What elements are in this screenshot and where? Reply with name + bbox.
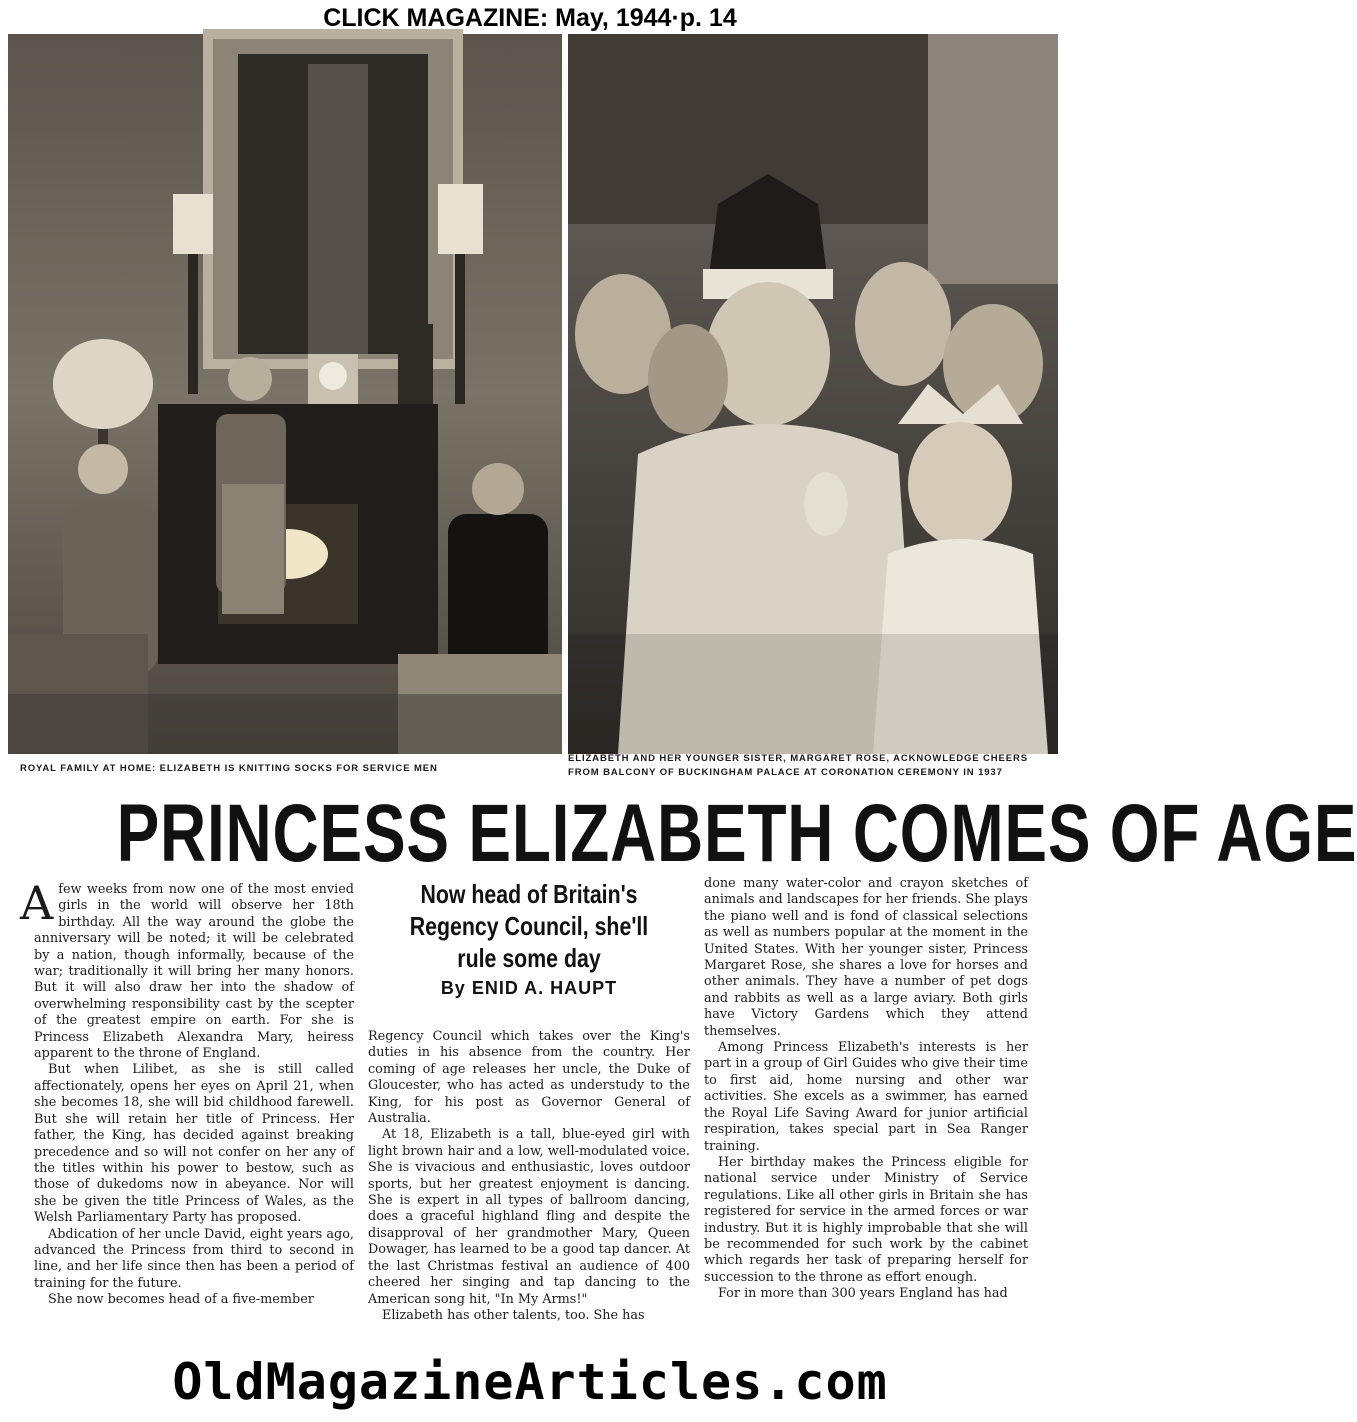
- photo-caption-right-line1: ELIZABETH AND HER YOUNGER SISTER, MARGARET ROSE, ACKNOWLEDGE CHEERS: [568, 753, 1029, 764]
- photo-caption-left: ROYAL FAMILY AT HOME: ELIZABETH IS KNITTING SOCKS FOR SERVICE MEN: [20, 763, 438, 774]
- paragraph: Her birthday makes the Princess eligible for national service under Ministry of Service regulations. Like all other girls in Britain she has registered for service in the armed forces or war industry. But it is highly improbable that she will be recommended for such work by the cabinet which regards her task of preparing herself for succession to the throne as effort enough.: [704, 1154, 1028, 1285]
- article-column-2: [368, 1029, 690, 1342]
- photo-caption-right-line2: FROM BALCONY OF BUCKINGHAM PALACE AT CORONATION CEREMONY IN 1937: [568, 767, 1003, 778]
- photo-royal-family-at-home: [8, 34, 562, 754]
- photo-coronation-balcony: [568, 34, 1058, 754]
- paragraph: Regency Council which takes over the King's duties in his absence from the country. Her coming of age releases her uncle, the Duke of Gloucester, who has acted as understudy to the King, for his post as Governor General of Australia.: [368, 1029, 690, 1127]
- site-watermark: OldMagazineArticles.com: [172, 1353, 888, 1411]
- paragraph: Abdication of her uncle David, eight years ago, advanced the Princess from third to second in line, and her life since then has been a period of training for the future.: [34, 1226, 354, 1291]
- paragraph: But when Lilibet, as she is still called affectionately, opens her eyes on April 21, when she becomes 18, she will bid childhood farewell. But she will retain her title of Princess. Her father, the King, has decided against breaking precedence and so will not confer on her any of the titles within his power to bestow, such as those of dukedoms now in abeyance. Nor will she be given the title Princess of Wales, as the Welsh Parliamentary Party has proposed.: [34, 1062, 354, 1226]
- article-deck: Now head of Britain's Regency Council, she'll rule some day: [409, 879, 649, 973]
- paragraph: For in more than 300 years England has had: [718, 1286, 1008, 1302]
- paragraph: done many water-color and crayon sketches of animals and landscapes for her friends. She plays the piano well and is fond of classical selections as well as numbers popular at the moment in the United States. With her younger sister, Princess Margaret Rose, she shares a love for horses and other animals. They have a number of pet dogs and rabbits as well as a large aviary. Both girls have Victory Gardens which they attend themselves.: [704, 876, 1028, 1039]
- paragraph: Among Princess Elizabeth's interests is her part in a group of Girl Guides who give their time to first aid, home nursing and other war activities. She excels as a swimmer, has earned the Royal Life Saving Award for junior artificial respiration, takes special part in Sea Ranger training.: [704, 1040, 1028, 1154]
- article-column-3: [704, 876, 1028, 1342]
- paragraph: few weeks from now one of the most envied girls in the world will observe her 18th birthday. All the way around the globe the anniversary will be noted; it will be celebrated by a nation, though informally, because of the war; traditionally it will bring her many honors. But it will also draw her into the shadow of overwhelming responsibility cast by the scepter of the greatest empire on earth. For she is Princess Elizabeth Alexandra Mary, heiress apparent to the throne of England.: [34, 882, 354, 1062]
- paragraph: At 18, Elizabeth is a tall, blue-eyed girl with light brown hair and a low, well-modulated voice. She is vivacious and enthusiastic, loves outdoor sports, but her greatest enjoyment is dancing. She is expert in all types of ballroom dancing, does a graceful highland fling and despite the disapproval of her grandmother Mary, Queen Dowager, has learned to be a good tap dancer. At the last Christmas festival an audience of 400 cheered her singing and tap dancing to the American song hit, "In My Arms!": [368, 1127, 690, 1307]
- paragraph: Elizabeth has other talents, too. She has: [382, 1307, 645, 1323]
- article-headline: PRINCESS ELIZABETH COMES OF AGE: [116, 788, 1357, 879]
- page-header: CLICK MAGAZINE: May, 1944·p. 14: [323, 4, 737, 32]
- drop-cap: A: [20, 876, 54, 930]
- photo-caption-right: [568, 752, 1058, 780]
- paragraph: She now becomes head of a five-member: [48, 1292, 314, 1308]
- article-column-1: [20, 876, 354, 1340]
- article-byline: By ENID A. HAUPT: [440, 978, 618, 998]
